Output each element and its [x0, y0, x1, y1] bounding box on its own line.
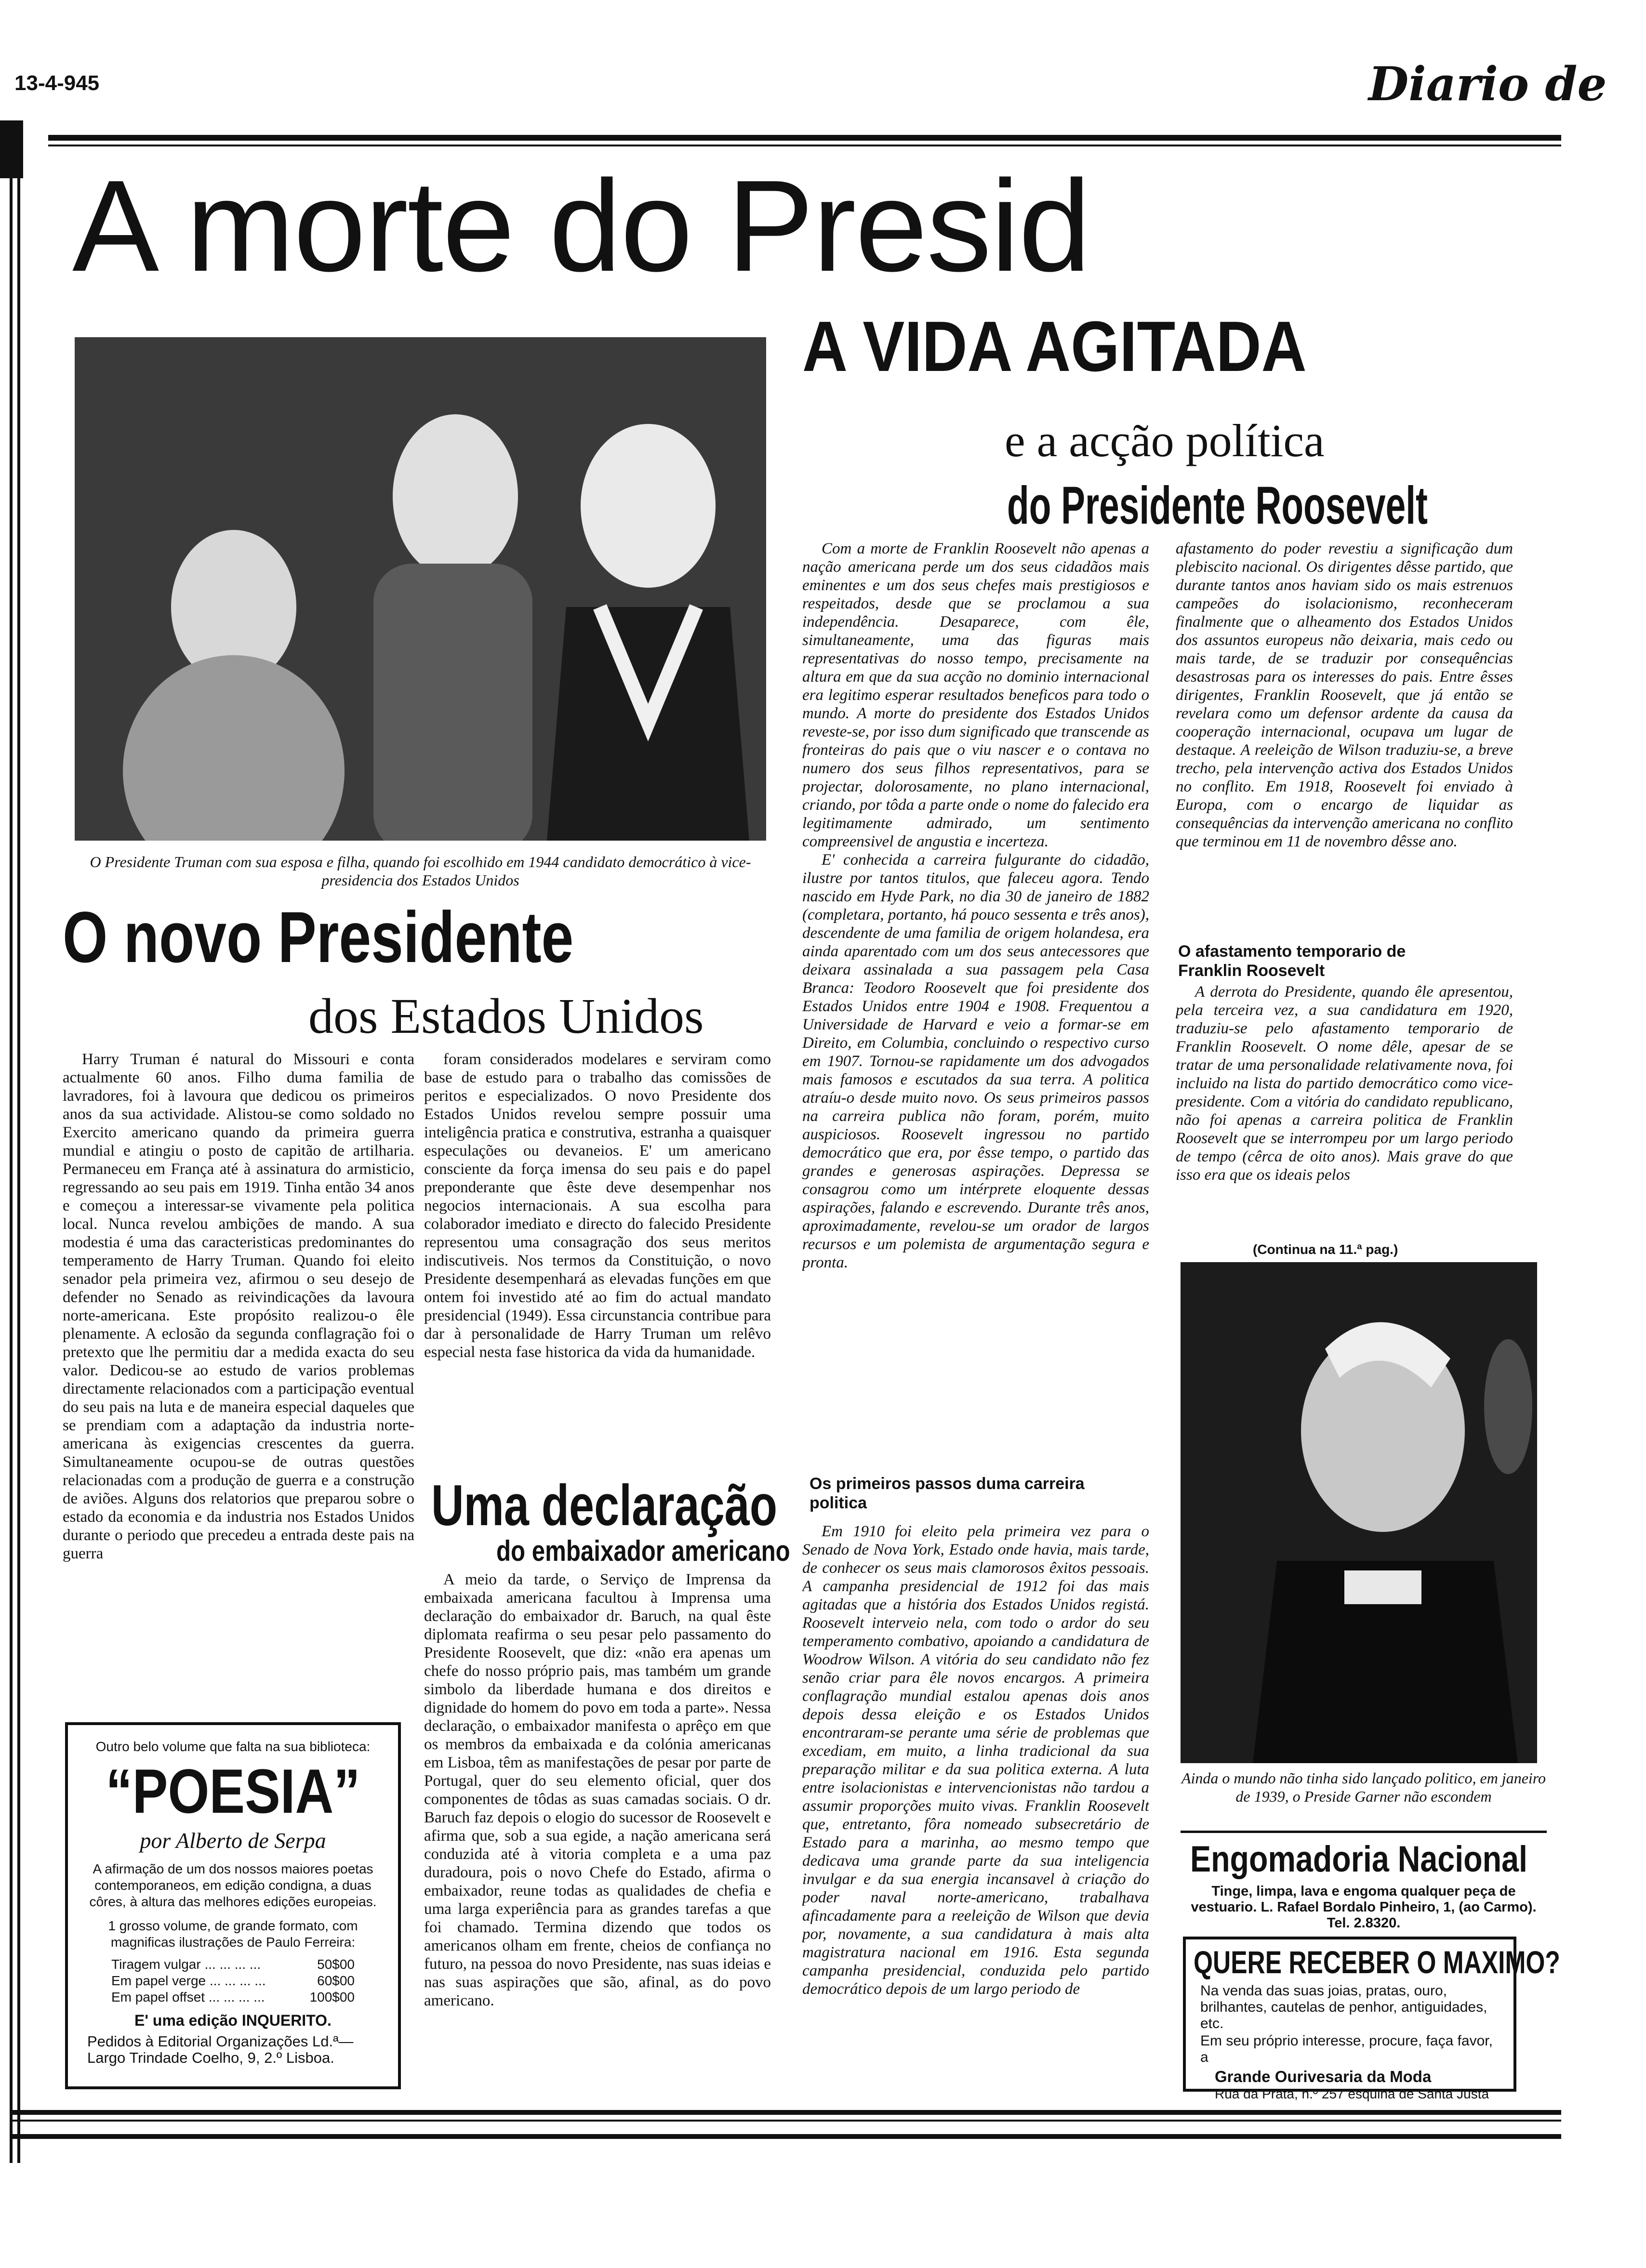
- photo-left-caption: O Presidente Truman com sua esposa e filha, quando foi escolhido em 1944 candidato democrático à vice-presidencia dos Estados Unidos: [90, 853, 751, 889]
- section1-title: Os primeiros passos duma carreira politica: [810, 1475, 1085, 1512]
- novo-presidente-col1: [63, 1050, 414, 1676]
- price-row: [111, 1973, 355, 1989]
- poesia-ad-intro: Outro belo volume que falta na sua biblioteca:: [95, 1739, 371, 1754]
- vida-col1-intro: Com a morte de Franklin Roosevelt não apenas a nação americana perde um dos seus cidadãos mais eminentes e um dos seus chefes mais prestigiosos e respeitados, desde que se proclamou a sua independência. Desaparece, com êle, simultaneamente, uma das figuras mais representativas do nosso tempo, precisamente na altura em que da sua acção no dominio internacional era legitimo esperar resultados beneficos para todo o mundo. A morte do presidente dos Estados Unidos reveste-se, por isso dum significado que transcende as fronteiras do pais que o viu nascer e o contava no numero dos seus filhos representativos, para se projectar, dolorosamente, no plano internacional, criando, por tôda a parte onde o nome do falecido era legitimamente admirado, um sentimento compreensivel de angustia e incerteza.: [802, 540, 1149, 850]
- photo-right-caption: Ainda o mundo não tinha sido lançado politico, em janeiro de 1939, o Preside Garner não escondem: [1181, 1769, 1546, 1805]
- bottom-rule-1: [10, 2110, 1561, 2115]
- price-row: [111, 1989, 355, 2005]
- poesia-ad-title: “POESIA”: [106, 1756, 360, 1826]
- left-margin-bar: [0, 120, 23, 178]
- poesia-ad-format: 1 grosso volume, de grande formato, com magnificas ilustrações de Paulo Ferreira:: [108, 1918, 358, 1950]
- vida-col1-rest: E' conhecida a carreira fulgurante do cidadão, ilustre por tantos titulos, que faleceu agora. Tendo nascido em Hyde Park, no dia 30 de janeiro de 1882 (completara, portanto, há pouco sessenta e três anos), descendente de uma familia de origem holandesa, era ainda aparentado com um dos seus antecessores que deixara assinalada a sua passagem pela Casa Branca: Teodoro Roosevelt que foi presidente dos Estados Unidos entre 1904 e 1908. Frequentou a Universidade de Harvard e veio a formar-se em Direito, em Columbia, concluindo o respectivo curso em 1907. Tornou-se rapidamente um dos advogados mais famosos e escutados da sua terra. A politica atraíu-o desde muito novo. Os seus primeiros passos na carreira publica não foram, porém, muito auspiciosos. Roosevelt ingressou no partido democrático que era, por êsse tempo, o partido das grandes e generosas aspirações. Depressa se consagrou como um intérprete eloquente dessas aspirações, falando e escrevendo. Durante três anos, aproximadamente, revelou-se um orador de largos recursos e um polemista de argumentação segura e pronta.: [802, 851, 1149, 1271]
- engomadoria-title: Engomadoria Nacional: [1190, 1839, 1527, 1880]
- top-rule-1: [48, 135, 1561, 141]
- masthead: Diario de: [1368, 57, 1607, 111]
- novo-presidente-subtitle: dos Estados Unidos: [308, 989, 704, 1044]
- main-headline: A morte do Presid: [72, 154, 1090, 299]
- maximo-text: Na venda das suas joias, pratas, ouro, brilhantes, cautelas de penhor, antiguidades, etc.: [1200, 1983, 1487, 2031]
- poesia-ad: [65, 1722, 401, 2089]
- price-label: Tiragem vulgar ... ... ... ...: [111, 1957, 261, 1972]
- roosevelt-photo: [1181, 1262, 1537, 1763]
- novo-presidente-col1-text: Harry Truman é natural do Missouri e conta actualmente 60 anos. Filho duma familia de lavradores, foi à lavoura que dedicou os primeiros anos da sua actividade. Alistou-se como soldado no Exercito americano quando da primeira guerra mundial e atingiu o posto de capitão de artilharia. Permaneceu em França até à assinatura do armisticio, regressando ao seu pais em 1919. Tinha então 34 anos e começou a interessar-se vivamente pela politica local. Nunca revelou ambições de mando. A sua modestia é uma das caracteristicas predominantes do temperamento de Harry Truman. Quando foi eleito senador pela primeira vez, afirmou o seu desejo de defender no Senado as reivindicações da lavoura norte-americana. Este propósito realizou-o êle plenamente. A eclosão da segunda conflagração foi o pretexto que lhe permitiu dar a medida exacta do seu valor. Dedicou-se ao estudo de varios problemas directamente relacionados com a participação eventual do seu pais na luta e de maneira especial daqueles que se prendiam com a adaptação da industria norte-americana às exigencias crescentes da guerra. Simultaneamente ocupou-se de outras questões relacionadas com a produção de guerra e a construção de aviões. Alguns dos relatorios que preparou sobre o estado da economia e da industria nos Estados Unidos durante o periodo que precedeu a entrada deste pais na guerra: [63, 1051, 414, 1562]
- bottom-rule-2: [10, 2120, 1561, 2122]
- truman-family-photo: [75, 337, 766, 841]
- maximo-text2: Em seu próprio interesse, procure, faça favor, a: [1200, 2033, 1493, 2065]
- declaracao-subtitle: do embaixador americano: [496, 1535, 790, 1567]
- left-border-1: [10, 178, 13, 2163]
- maximo-shop: Grande Ourivesaria da Moda: [1215, 2068, 1432, 2085]
- price-value: 60$00: [317, 1973, 355, 1988]
- engomadoria-text: Tinge, limpa, lava e engoma qualquer peça de vestuario. L. Rafael Bordalo Pinheiro, 1, (ao Carmo). Tel. 2.8320.: [1191, 1884, 1537, 1931]
- novo-presidente-title: O novo Presidente: [63, 897, 574, 977]
- bottom-rule-3: [10, 2134, 1561, 2139]
- ad-divider: [1181, 1831, 1547, 1833]
- poesia-ad-desc: A afirmação de um dos nossos maiores poetas contemporaneos, em edição condigna, a duas côres, à altura das melhores edições europeias.: [89, 1861, 377, 1909]
- section1-block: [802, 1522, 1149, 2096]
- vida-agitada-subtitle2: do Presidente Roosevelt: [1007, 476, 1428, 535]
- poesia-price-list: [111, 1956, 355, 2005]
- novo-presidente-col2: [424, 1050, 771, 1397]
- price-value: 50$00: [317, 1957, 355, 1972]
- declaracao-text-block: [424, 1570, 771, 2081]
- price-value: 100$00: [309, 1990, 355, 2004]
- vida-col1: [802, 540, 1149, 1445]
- declaracao-title: Uma declaração: [431, 1473, 778, 1538]
- poesia-ad-edition: E' uma edição INQUERITO.: [134, 2012, 332, 2029]
- photo-figures: [75, 337, 766, 841]
- poesia-ad-orders: Pedidos à Editorial Organizações Ld.ª—Largo Trindade Coelho, 9, 2.º Lisboa.: [87, 2033, 354, 2066]
- top-rule-2: [48, 145, 1561, 146]
- left-border-2: [17, 178, 20, 2163]
- section2-block: [1176, 983, 1513, 1228]
- price-row: [111, 1956, 355, 1973]
- issue-date: 13-4-945: [14, 71, 100, 95]
- photo-figures: [1181, 1262, 1537, 1763]
- vida-agitada-subtitle1: e a acção política: [1005, 415, 1325, 466]
- vida-col2: [1176, 540, 1513, 939]
- maximo-ad: [1183, 1937, 1560, 2101]
- vida-col2-text: afastamento do poder revestiu a significação dum plebiscito nacional. Os dirigentes dêsse partido, que durante tantos anos haviam sido os mais estrenuos campeões do isolacionismo, reconheceram finalmente que o alheamento dos Estados Unidos dos assuntos europeus não deixaria, mais cedo ou mais tarde, de se traduzir por consequências desastrosas para os interesses do pais. Entre êsses dirigentes, Franklin Roosevelt, que já então se revelara como um defensor ardente da causa da cooperação internacional, ocupava um lugar de destaque. A reeleição de Wilson traduziu-se, a breve trecho, pela intervenção activa dos Estados Unidos no conflito. Em 1918, Roosevelt foi enviado à Europa, com o encargo de liquidar as consequências da intervenção americana no conflito que terminou em 11 de novembro dêsse ano.: [1176, 540, 1513, 850]
- novo-presidente-col2-text: foram considerados modelares e serviram como base de estudo para o trabalho das comissões de peritos e especializados. O novo Presidente dos Estados Unidos revelou sempre possuir uma inteligência pratica e construtiva, estranha a quaisquer especulações ou devaneios. E' um americano consciente da força imensa do seu pais e do papel preponderante que êste deve desempenhar nos negocios internacionais. A sua escolha para colaborador imediato e directo do falecido Presidente representou uma consagração dos seus meritos indiscutiveis. Nos termos da Constituição, o novo Presidente desempenhará as elevadas funções em que ontem foi investido até ao fim do actual mandato presidencial (1949). Essa circunstancia contribue para dar à personalidade de Harry Truman um relêvo especial nesta fase historica da vida da humanidade.: [424, 1051, 771, 1361]
- poesia-ad-author: por Alberto de Serpa: [140, 1828, 326, 1853]
- maximo-address: Rua da Prata, n.º 257 esquina de Santa Justa: [1215, 2086, 1489, 2101]
- vida-agitada-title: A VIDA AGITADA: [802, 307, 1307, 386]
- section2-text: A derrota do Presidente, quando êle apresentou, pela terceira vez, a sua candidatura em 1920, traduziu-se pelo afastamento temporario de Franklin Roosevelt. O nome dêle, apesar de se tratar de uma personalidade relativamente nova, foi incluido na lista do partido democrático como vice-presidente. Com a vitória do candidato republicano, não foi apenas a carreira politica de Franklin Roosevelt que se interrompeu por um largo periodo de tempo (cêrca de oito anos). Mais grave do que isso era que os ideais pelos: [1176, 983, 1513, 1184]
- section1-text: Em 1910 foi eleito pela primeira vez para o Senado de Nova York, Estado onde havia, mais tarde, de conhecer os seus mais clamorosos êxitos pessoais. A campanha presidencial de 1912 foi das mais agitadas que a história dos Estados Unidos registá. Roosevelt interveio nela, com todo o ardor do seu temperamento combativo, apoiando a candidatura de Woodrow Wilson. A vitória do seu candidato não fez senão criar para êle novos encargos. A primeira conflagração mundial estalou apenas dois anos depois dessa eleição e os Estados Unidos encontraram-se perante uma série de problemas que excediam, em muito, a linha tradicional da sua preparação militar e da sua politica externa. A luta entre isolacionistas e intervencionistas não tardou a assumir proporções muito vivas. Franklin Roosevelt que, entretanto, fôra nomeado subsecretário de Estado para a marinha, ao mesmo tempo que dedicava uma grande parte da sua inteligencia invulgar e da sua energia incansavel à criação do poder naval norte-americano, trabalhava afincadamente para a reeleição de Wilson que devia por, novamente, a sua candidatura à mais alta magistratura nacional em 1916. Esta segunda campanha presidencial, conduzida pelo partido democrático depois de um largo periodo de: [802, 1523, 1149, 1998]
- price-label: Em papel verge ... ... ... ...: [111, 1973, 266, 1988]
- continue-note: (Continua na 11.ª pag.): [1253, 1242, 1398, 1257]
- maximo-title: QUERE RECEBER O MAXIMO?: [1194, 1944, 1560, 1980]
- section2-title: O afastamento temporario de Franklin Roosevelt: [1178, 942, 1406, 980]
- declaracao-text: A meio da tarde, o Serviço de Imprensa da embaixada americana facultou à Imprensa uma declaração do embaixador dr. Baruch, na qual êste diplomata reafirma o seu pesar pelo passamento do Presidente Roosevelt, que diz: «não era apenas um chefe do nosso próprio pais, mas também um grande simbolo da liberdade humana e dos direitos e dignidade do homem do povo em toda a parte». Nessa declaração, o embaixador manifesta o aprêço em que os membros da embaixada e da colónia americanas em Lisboa, têm as manifestações de pesar por parte de Portugal, quer do seu elemento oficial, quer dos componentes de tôdas as suas camadas sociais. O dr. Baruch faz depois o elogio do sucessor de Roosevelt e afirma que, sob a sua egide, a nação americana será conduzida até à vitoria completa e a uma paz duradoura, pois o novo Chefe do Estado, afirma o embaixador, reune todas as qualidades de chefia e uma larga experiência para as grandes tarefas a que foi chamado. Termina dizendo que todos os americanos olham em frente, cheios de confiança no futuro, na pessoa do novo Presidente, nas suas ideias e nas suas aspirações que são, afinal, as do povo americano.: [424, 1571, 771, 2009]
- price-label: Em papel offset ... ... ... ...: [111, 1990, 265, 2004]
